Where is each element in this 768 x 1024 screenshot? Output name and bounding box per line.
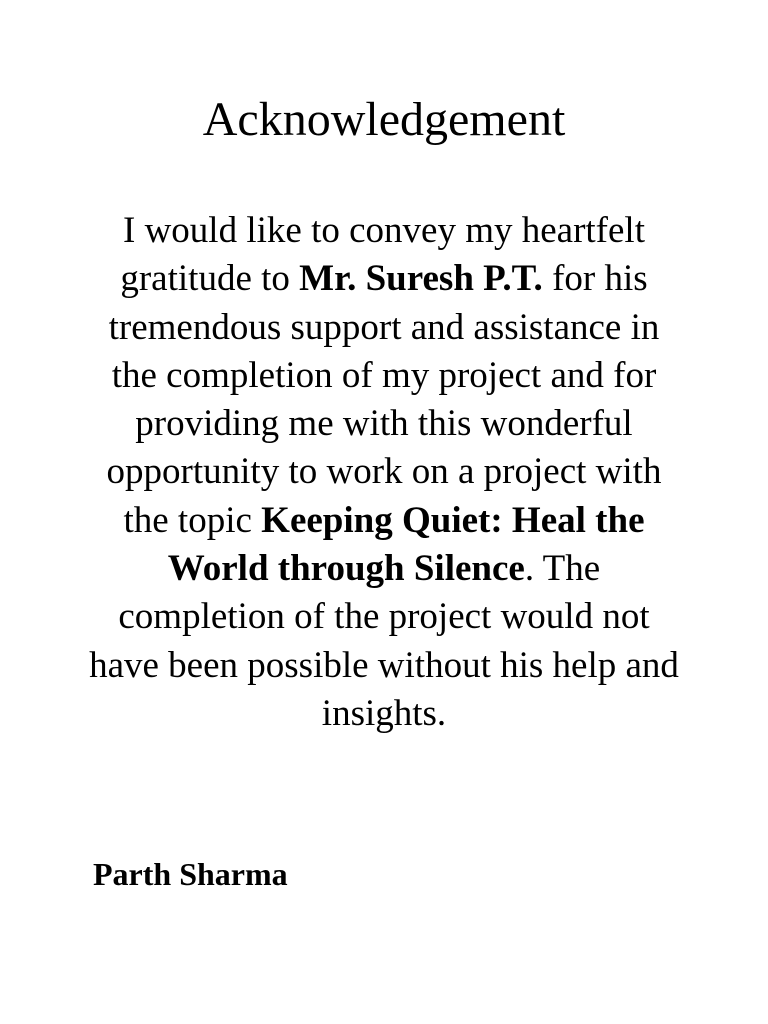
mentor-name: Mr. Suresh P.T. [299,258,543,300]
body-text-part-1: I would like to convey my heartfelt gratitude to [120,210,645,300]
author-signature: Parth Sharma [93,856,288,892]
body-text-part-2: for his tremendous support and assistance in the completion of my project and for providing me with this wonderful opportunity to work on a project with the topic [106,258,662,541]
acknowledgement-paragraph [84,207,684,738]
page-title: Acknowledgement [202,93,566,146]
body-text-part-3: . The completion of the project would not have been possible without his help and insights. [89,548,679,734]
project-topic: Keeping Quiet: Heal the World through Silence [167,499,645,590]
